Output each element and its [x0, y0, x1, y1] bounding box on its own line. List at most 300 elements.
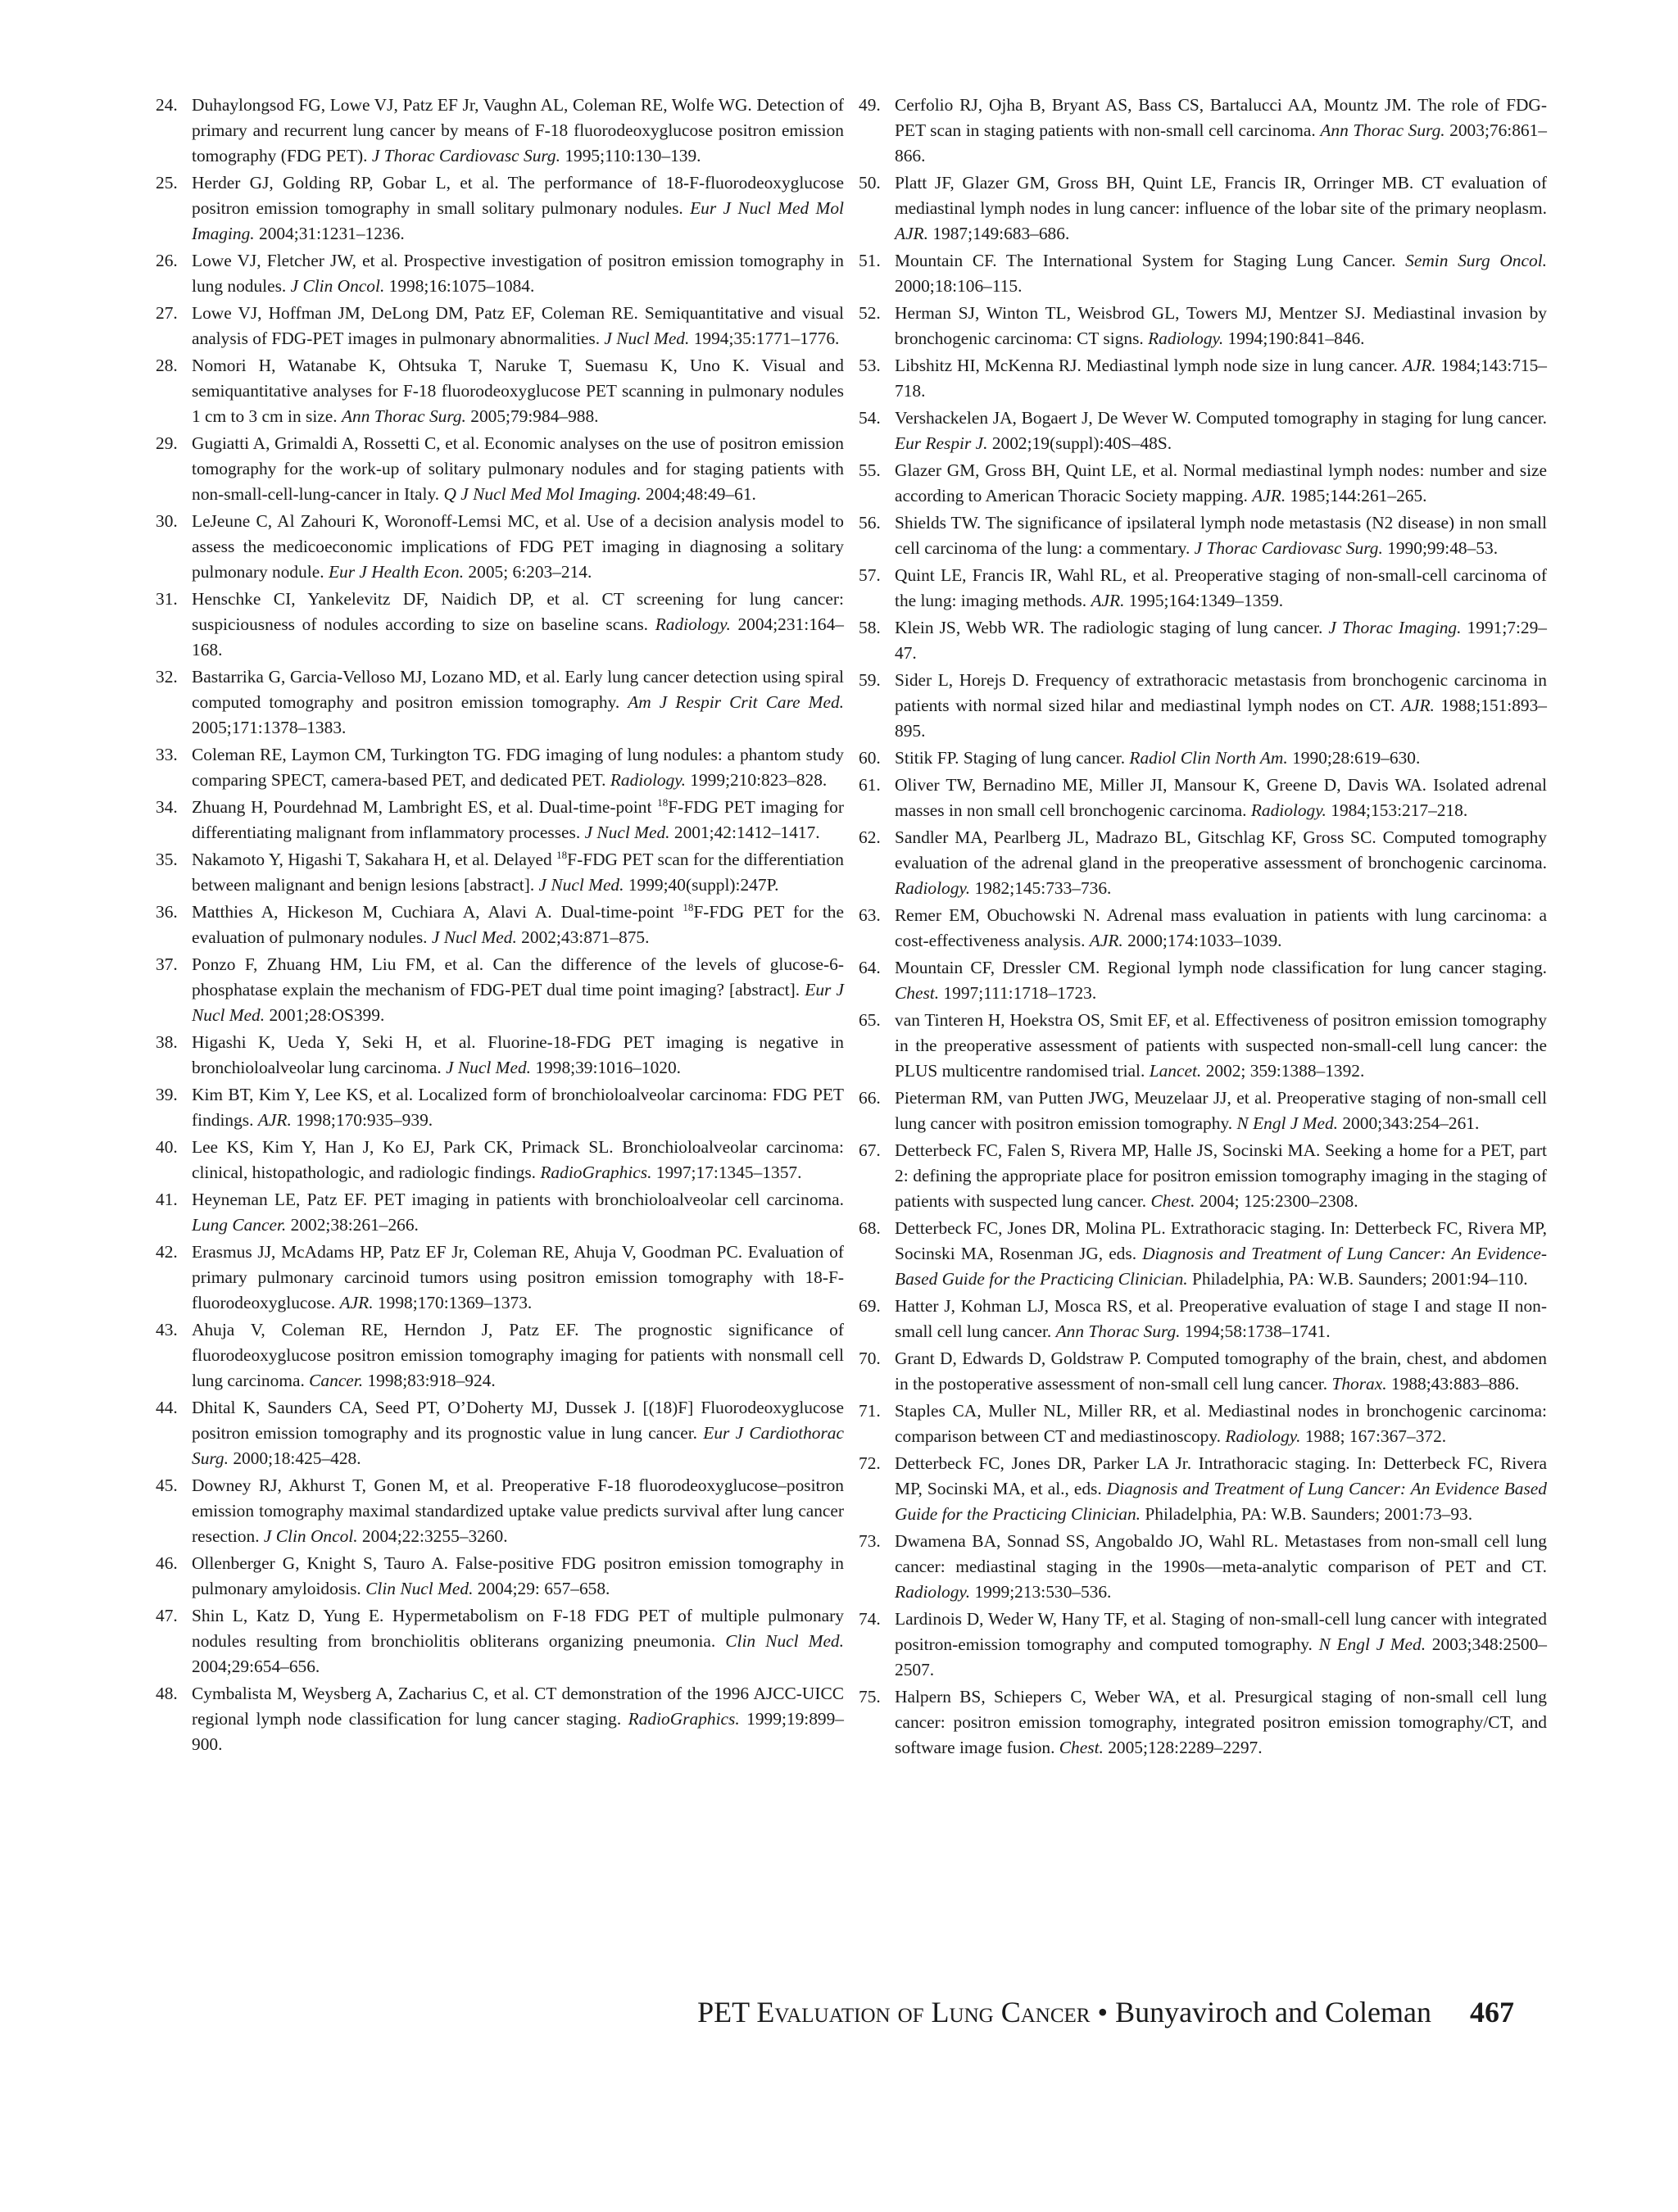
- reference-text: [192, 1684, 844, 1754]
- reference-text: [192, 1606, 844, 1676]
- journal-title: AJR.: [339, 1293, 374, 1312]
- journal-title: Radiology.: [610, 770, 686, 790]
- reference-text: [192, 356, 844, 426]
- citation-text: 1990;99:48–53.: [1382, 538, 1499, 558]
- reference-text: [192, 954, 844, 1025]
- reference-text: [895, 513, 1547, 558]
- reference-number: 29.: [156, 433, 178, 453]
- reference-text: [192, 303, 844, 348]
- reference-text: [192, 1398, 844, 1468]
- citation-text: Staples CA, Muller NL, Miller RR, et al. Mediastinal nodes in bronchogenic carcinoma: comparison between CT and mediastinoscopy.: [895, 1401, 1547, 1446]
- page-number: 467: [1470, 1996, 1514, 2028]
- citation-text: van Tinteren H, Hoekstra OS, Smit EF, et al. Effectiveness of positron emission tomography in the preoperative assessment of patients with suspected non-small-cell lung cancer: the PLUS multicentre randomised trial.: [895, 1010, 1547, 1081]
- journal-title: Eur J Nucl Med.: [192, 980, 844, 1025]
- citation-text: 2005;128:2289–2297.: [1103, 1738, 1263, 1757]
- reference-item: [156, 587, 844, 663]
- citation-text: 1988;151:893–895.: [895, 696, 1547, 741]
- reference-number: 57.: [859, 565, 881, 585]
- reference-number: 37.: [156, 954, 178, 974]
- reference-item: [156, 431, 844, 507]
- reference-item: [859, 1008, 1547, 1084]
- reference-item: [859, 1398, 1547, 1449]
- journal-title: AJR.: [257, 1110, 292, 1130]
- journal-title: Ann Thorac Surg.: [341, 406, 466, 426]
- journal-title: Ann Thorac Surg.: [1055, 1321, 1181, 1341]
- citation-text: Heyneman LE, Patz EF. PET imaging in patients with bronchioloalveolar cell carcinoma.: [192, 1190, 844, 1209]
- reference-item: [156, 664, 844, 741]
- reference-number: 60.: [859, 748, 881, 768]
- reference-text: [192, 433, 844, 504]
- running-title: PET Evaluation of Lung Cancer: [697, 1996, 1091, 2028]
- reference-item: [156, 1240, 844, 1316]
- citation-text: Henschke CI, Yankelevitz DF, Naidich DP, et al. CT screening for lung cancer: suspiciousness of nodules according to size on baseline scans.: [192, 589, 844, 634]
- journal-title: J Nucl Med.: [538, 875, 624, 895]
- reference-item: [859, 955, 1547, 1006]
- citation-text: 1984;143:715–718.: [895, 356, 1547, 401]
- reference-number: 51.: [859, 251, 881, 270]
- journal-title: Diagnosis and Treatment of Lung Cancer: An Evidence Based Guide for the Practicing Clinician.: [895, 1479, 1547, 1524]
- reference-item: [859, 1138, 1547, 1214]
- citation-text: Erasmus JJ, McAdams HP, Patz EF Jr, Coleman RE, Ahuja V, Goodman PC. Evaluation of primary pulmonary carcinoid tumors using positron emission tomography with 18-F-fluorodeoxyglucose.: [192, 1242, 844, 1312]
- reference-item: [859, 1346, 1547, 1397]
- citation-text: Remer EM, Obuchowski N. Adrenal mass evaluation in patients with lung carcinoma: a cost-effectiveness analysis.: [895, 905, 1547, 950]
- reference-text: [895, 1296, 1547, 1341]
- journal-title: Radiology.: [655, 614, 731, 634]
- reference-text: [895, 356, 1547, 401]
- reference-number: 30.: [156, 511, 178, 531]
- citation-text: 2005;79:984–988.: [465, 406, 599, 426]
- reference-text: [192, 173, 844, 243]
- reference-text: [895, 748, 1420, 768]
- journal-title: J Thorac Cardiovasc Surg.: [1194, 538, 1383, 558]
- reference-text: [192, 1190, 844, 1235]
- reference-number: 75.: [859, 1687, 881, 1707]
- journal-title: Radiology.: [1148, 329, 1224, 348]
- reference-text: [895, 958, 1547, 1003]
- reference-text: [192, 1242, 844, 1312]
- reference-item: [859, 615, 1547, 666]
- reference-item: [859, 93, 1547, 169]
- citation-text: Gugiatti A, Grimaldi A, Rossetti C, et al. Economic analyses on the use of positron emission tomography for the work-up of solitary pulmonary nodules and for staging patients with non-small-cell-lung-cancer in Italy.: [192, 433, 844, 504]
- journal-title: Semin Surg Oncol.: [1405, 251, 1547, 270]
- reference-item: [156, 1473, 844, 1549]
- citation-text: 2005;171:1378–1383.: [192, 718, 347, 737]
- reference-item: [859, 903, 1547, 954]
- reference-item: [156, 93, 844, 169]
- reference-number: 50.: [859, 173, 881, 193]
- journal-title: Thorax.: [1331, 1374, 1387, 1394]
- citation-text: Mountain CF. The International System for Staging Lung Cancer.: [895, 251, 1406, 270]
- citation-text: 2005; 6:203–214.: [464, 562, 592, 582]
- journal-title: RadioGraphics.: [628, 1709, 740, 1729]
- reference-number: 36.: [156, 902, 178, 922]
- reference-number: 44.: [156, 1398, 178, 1417]
- citation-text: 1988;43:883–886.: [1386, 1374, 1520, 1394]
- citation-text: Lee KS, Kim Y, Han J, Ko EJ, Park CK, Primack SL. Bronchioloalveolar carcinoma: clinical, histopathologic, and radiologic findings.: [192, 1137, 844, 1182]
- reference-number: 73.: [859, 1531, 881, 1551]
- journal-title: Diagnosis and Treatment of Lung Cancer: An Evidence-Based Guide for the Practicing Clinician.: [895, 1244, 1547, 1289]
- citation-text: 1991;7:29–47.: [895, 618, 1548, 663]
- citation-text: 2002;43:871–875.: [516, 927, 650, 947]
- journal-title: Q J Nucl Med Mol Imaging.: [443, 484, 642, 504]
- reference-text: [192, 1320, 844, 1390]
- reference-number: 67.: [859, 1140, 881, 1160]
- reference-text: [895, 1140, 1547, 1211]
- reference-text: [895, 1218, 1547, 1289]
- citation-text: Oliver TW, Bernadino ME, Miller JI, Mansour K, Greene D, Davis WA. Isolated adrenal masses in non small cell bronchogenic carcinoma.: [895, 775, 1547, 820]
- reference-text: [192, 902, 844, 947]
- citation-text: Mountain CF, Dressler CM. Regional lymph node classification for lung cancer staging.: [895, 958, 1547, 977]
- reference-item: [156, 170, 844, 247]
- reference-number: 55.: [859, 460, 881, 480]
- reference-number: 46.: [156, 1553, 178, 1573]
- reference-item: [156, 353, 844, 429]
- citation-text: Cymbalista M, Weysberg A, Zacharius C, et al. CT demonstration of the 1996 AJCC-UICC regional lymph node classification for lung cancer staging.: [192, 1684, 844, 1729]
- reference-number: 47.: [156, 1606, 178, 1625]
- reference-item: [156, 1317, 844, 1394]
- reference-text: [895, 1609, 1547, 1679]
- reference-item: [859, 301, 1547, 351]
- citation-text: Dhital K, Saunders CA, Seed PT, O’Doherty MJ, Dussek J. [(18)F] Fluorodeoxyglucose positron emission tomography and its prognostic value in lung cancer.: [192, 1398, 844, 1443]
- citation-text: Stitik FP. Staging of lung cancer.: [895, 748, 1130, 768]
- reference-text: [895, 95, 1547, 165]
- citation-text: Bastarrika G, Garcia-Velloso MJ, Lozano MD, et al. Early lung cancer detection using spiral computed tomography and positron emission tomography.: [192, 667, 844, 712]
- citation-text: Philadelphia, PA: W.B. Saunders; 2001:73–93.: [1141, 1504, 1473, 1524]
- citation-text: Herman SJ, Winton TL, Weisbrod GL, Towers MJ, Mentzer SJ. Mediastinal invasion by bronchogenic carcinoma: CT signs.: [895, 303, 1547, 348]
- reference-item: [156, 1082, 844, 1133]
- citation-text: 2000;343:254–261.: [1338, 1113, 1480, 1133]
- citation-text: Dwamena BA, Sonnad SS, Angobaldo JO, Wahl RL. Metastases from non-small cell lung cancer: mediastinal staging in the 1990s—meta-analytic comparison of PET and CT.: [895, 1531, 1547, 1576]
- citation-text: 1998;39:1016–1020.: [531, 1058, 682, 1077]
- reference-item: [156, 952, 844, 1028]
- reference-text: [895, 1531, 1547, 1602]
- citation-text: Libshitz HI, McKenna RJ. Mediastinal lymph node size in lung cancer.: [895, 356, 1403, 375]
- reference-number: 41.: [156, 1190, 178, 1209]
- reference-number: 32.: [156, 667, 178, 687]
- reference-text: [895, 565, 1547, 610]
- reference-number: 71.: [859, 1401, 881, 1421]
- citation-text: Nomori H, Watanabe K, Ohtsuka T, Naruke T, Suemasu K, Uno K. Visual and semiquantitative analyses for F-18 fluorodeoxyglucose PET scanning in pulmonary nodules 1 cm to 3 cm in size.: [192, 356, 844, 426]
- reference-text: [895, 1349, 1547, 1394]
- reference-text: [192, 1553, 844, 1598]
- reference-number: 25.: [156, 173, 178, 193]
- reference-text: [895, 1088, 1547, 1133]
- journal-title: Radiology.: [895, 878, 971, 898]
- reference-item: [859, 1529, 1547, 1605]
- reference-text: [192, 1032, 844, 1077]
- reference-number: 24.: [156, 95, 178, 115]
- reference-number: 61.: [859, 775, 881, 795]
- citation-text: Cerfolio RJ, Ojha B, Bryant AS, Bass CS, Bartalucci AA, Mountz JM. The role of FDG-PET scan in staging patients with non-small cell carcinoma.: [895, 95, 1547, 140]
- citation-text: 1984;153:217–218.: [1326, 800, 1468, 820]
- reference-item: [859, 1216, 1547, 1292]
- journal-title: N Engl J Med.: [1236, 1113, 1339, 1133]
- reference-item: [859, 1451, 1547, 1527]
- citation-text: 2000;174:1033–1039.: [1122, 931, 1282, 950]
- citation-text: Hatter J, Kohman LJ, Mosca RS, et al. Preoperative evaluation of stage I and stage II non-small cell lung cancer.: [895, 1296, 1547, 1341]
- reference-text: [895, 670, 1547, 741]
- citation-text: 1987;149:683–686.: [927, 224, 1070, 243]
- reference-item: [859, 825, 1547, 901]
- citation-text: Shields TW. The significance of ipsilateral lymph node metastasis (N2 disease) in non small cell carcinoma of the lung: a commentary.: [895, 513, 1547, 558]
- reference-item: [156, 1551, 844, 1602]
- reference-item: [859, 1086, 1547, 1136]
- citation-text: Sandler MA, Pearlberg JL, Madrazo BL, Gitschlag KF, Gross SC. Computed tomography evaluation of the adrenal gland in the preoperative assessment of bronchogenic carcinoma.: [895, 827, 1547, 873]
- reference-text: [895, 408, 1547, 453]
- superscript: 18: [556, 848, 568, 861]
- reference-text: [895, 251, 1547, 296]
- citation-text: 1998;83:918–924.: [363, 1371, 496, 1390]
- reference-text: [192, 850, 844, 895]
- journal-title: Radiology.: [1225, 1426, 1301, 1446]
- reference-text: [895, 1453, 1547, 1524]
- reference-number: 28.: [156, 356, 178, 375]
- reference-item: [859, 1684, 1547, 1761]
- citation-text: 2004;29:654–656.: [192, 1657, 320, 1676]
- reference-column-left: [156, 93, 844, 1759]
- reference-number: 74.: [859, 1609, 881, 1629]
- reference-number: 49.: [859, 95, 881, 115]
- citation-text: Detterbeck FC, Jones DR, Molina PL. Extrathoracic staging. In: Detterbeck FC, Rivera MP, Socinski MA, Rosenman JG, eds.: [895, 1218, 1547, 1263]
- page-footer: [0, 1994, 1514, 2030]
- reference-number: 42.: [156, 1242, 178, 1262]
- reference-item: [859, 773, 1547, 823]
- reference-text: [192, 1085, 844, 1130]
- reference-item: [859, 353, 1547, 404]
- citation-text: Platt JF, Glazer GM, Gross BH, Quint LE, Francis IR, Orringer MB. CT evaluation of mediastinal lymph nodes in lung cancer: influence of the lobar site of the primary neoplasm.: [895, 173, 1547, 218]
- reference-item: [156, 1135, 844, 1185]
- citation-text: 1999;213:530–536.: [970, 1582, 1112, 1602]
- reference-text: [192, 745, 844, 790]
- reference-number: 31.: [156, 589, 178, 609]
- reference-number: 39.: [156, 1085, 178, 1104]
- reference-item: [156, 1395, 844, 1471]
- citation-text: Lardinois D, Weder W, Hany TF, et al. Staging of non-small-cell lung cancer with integrated positron-emission tomography and computed tomography.: [895, 1609, 1547, 1654]
- reference-item: [156, 509, 844, 585]
- citation-text: 1994;190:841–846.: [1223, 329, 1365, 348]
- journal-title: AJR.: [1089, 931, 1123, 950]
- journal-title: J Nucl Med.: [446, 1058, 532, 1077]
- reference-text: [192, 251, 844, 296]
- journal-title: J Thorac Imaging.: [1328, 618, 1462, 637]
- journal-title: Eur Respir J.: [895, 433, 988, 453]
- reference-item: [156, 847, 844, 898]
- citation-text: 2002;19(suppl):40S–48S.: [987, 433, 1172, 453]
- reference-text: [192, 1137, 844, 1182]
- citation-text: 1985;144:261–265.: [1286, 486, 1427, 505]
- citation-text: LeJeune C, Al Zahouri K, Woronoff-Lemsi MC, et al. Use of a decision analysis model to assess the medicoeconomic implications of FDG PET imaging in diagnosing a solitary pulmonary nodule.: [192, 511, 844, 582]
- reference-text: [192, 667, 844, 737]
- journal-title: Radiol Clin North Am.: [1129, 748, 1288, 768]
- citation-text: 2001;42:1412–1417.: [669, 823, 820, 842]
- reference-text: [895, 173, 1547, 243]
- journal-title: Lung Cancer.: [192, 1215, 287, 1235]
- reference-number: 35.: [156, 850, 178, 869]
- reference-list: [156, 93, 844, 1757]
- citation-text: 2004;231:164–168.: [192, 614, 844, 660]
- reference-number: 70.: [859, 1349, 881, 1368]
- reference-text: [895, 460, 1547, 505]
- journal-title: Radiology.: [895, 1582, 971, 1602]
- citation-text: Glazer GM, Gross BH, Quint LE, et al. Normal mediastinal lymph nodes: number and size according to American Thoracic Society mapping.: [895, 460, 1547, 505]
- citation-text: Halpern BS, Schiepers C, Weber WA, et al. Presurgical staging of non-small cell lung cancer: positron emission tomography, integrated positron emission tomography/CT, and software image fusion.: [895, 1687, 1547, 1757]
- citation-text: 1998;170:1369–1373.: [373, 1293, 533, 1312]
- citation-text: Herder GJ, Golding RP, Gobar L, et al. The performance of 18-F-fluorodeoxyglucose positron emission tomography in small solitary pulmonary nodules.: [192, 173, 844, 218]
- journal-title: J Clin Oncol.: [290, 276, 385, 296]
- reference-item: [156, 900, 844, 950]
- reference-number: 68.: [859, 1218, 881, 1238]
- reference-number: 56.: [859, 513, 881, 533]
- reference-item: [859, 1294, 1547, 1344]
- reference-list: [859, 93, 1547, 1761]
- reference-item: [156, 795, 844, 845]
- citation-text: Grant D, Edwards D, Goldstraw P. Computed tomography of the brain, chest, and abdomen in the postoperative assessment of non-small cell lung cancer.: [895, 1349, 1547, 1394]
- journal-title: Cancer.: [309, 1371, 364, 1390]
- citation-text: Ahuja V, Coleman RE, Herndon J, Patz EF. The prognostic significance of fluorodeoxyglucose positron emission tomography imaging for patients with nonsmall cell lung carcinoma.: [192, 1320, 844, 1390]
- citation-text: 2002; 359:1388–1392.: [1201, 1061, 1365, 1081]
- citation-text: 2004;29: 657–658.: [473, 1579, 610, 1598]
- journal-title: Chest.: [1059, 1738, 1104, 1757]
- citation-text: 1998;16:1075–1084.: [384, 276, 535, 296]
- reference-number: 53.: [859, 356, 881, 375]
- citation-text: F-FDG PET imaging for differentiating malignant from inflammatory processes.: [192, 797, 844, 842]
- journal-title: Eur J Health Econ.: [328, 562, 465, 582]
- journal-title: Am J Respir Crit Care Med.: [628, 692, 844, 712]
- reference-number: 65.: [859, 1010, 881, 1030]
- reference-number: 62.: [859, 827, 881, 847]
- journal-title: Lancet.: [1149, 1061, 1202, 1081]
- citation-text: Lowe VJ, Fletcher JW, et al. Prospective investigation of positron emission tomography in lung nodules.: [192, 251, 844, 296]
- citation-text: Coleman RE, Laymon CM, Turkington TG. FDG imaging of lung nodules: a phantom study comparing SPECT, camera-based PET, and dedicated PET.: [192, 745, 844, 790]
- citation-text: 1994;35:1771–1776.: [689, 329, 840, 348]
- journal-title: AJR.: [1091, 591, 1125, 610]
- reference-item: [156, 1603, 844, 1679]
- journal-title: Radiology.: [1250, 800, 1327, 820]
- citation-text: Detterbeck FC, Jones DR, Parker LA Jr. Intrathoracic staging. In: Detterbeck FC, Rivera MP, Socinski MA, et al., eds.: [895, 1453, 1547, 1498]
- reference-item: [859, 1607, 1547, 1683]
- journal-title: Eur J Nucl Med Mol Imaging.: [192, 198, 844, 243]
- reference-item: [859, 406, 1547, 456]
- reference-number: 33.: [156, 745, 178, 764]
- journal-title: Clin Nucl Med.: [365, 1579, 474, 1598]
- reference-column-right: [859, 93, 1547, 1762]
- citation-text: Pieterman RM, van Putten JWG, Meuzelaar JJ, et al. Preoperative staging of non-small cell lung cancer with positron emission tomography.: [895, 1088, 1547, 1133]
- journal-title: Ann Thorac Surg.: [1320, 120, 1445, 140]
- reference-text: [895, 827, 1547, 898]
- reference-number: 34.: [156, 797, 178, 817]
- citation-text: 1990;28:619–630.: [1287, 748, 1421, 768]
- journal-title: Clin Nucl Med.: [725, 1631, 844, 1651]
- reference-number: 72.: [859, 1453, 881, 1473]
- reference-item: [156, 742, 844, 793]
- reference-item: [859, 248, 1547, 299]
- reference-number: 45.: [156, 1475, 178, 1495]
- reference-text: [895, 905, 1547, 950]
- citation-text: Ollenberger G, Knight S, Tauro A. False-positive FDG positron emission tomography in pulmonary amyloidosis.: [192, 1553, 844, 1598]
- superscript: 18: [683, 900, 694, 913]
- journal-title: AJR.: [1252, 486, 1286, 505]
- reference-text: [192, 95, 844, 165]
- reference-number: 26.: [156, 251, 178, 270]
- citation-text: 2003;76:861–866.: [895, 120, 1548, 165]
- citation-text: Philadelphia, PA: W.B. Saunders; 2001:94–110.: [1187, 1269, 1528, 1289]
- citation-text: Quint LE, Francis IR, Wahl RL, et al. Preoperative staging of non-small-cell carcinoma of the lung: imaging methods.: [895, 565, 1547, 610]
- footer-separator: •: [1097, 1996, 1109, 2028]
- citation-text: Detterbeck FC, Falen S, Rivera MP, Halle JS, Socinski MA. Seeking a home for a PET, part 2: defining the appropriate place for positron emission tomography imaging in the staging of patients with suspected lung cancer.: [895, 1140, 1547, 1211]
- reference-item: [156, 301, 844, 351]
- journal-title: AJR.: [1402, 356, 1436, 375]
- reference-number: 48.: [156, 1684, 178, 1703]
- citation-text: Kim BT, Kim Y, Lee KS, et al. Localized form of bronchioloalveolar carcinoma: FDG PET findings.: [192, 1085, 844, 1130]
- reference-number: 52.: [859, 303, 881, 323]
- reference-item: [156, 1187, 844, 1238]
- reference-item: [859, 563, 1547, 614]
- citation-text: 2004;31:1231–1236.: [254, 224, 405, 243]
- reference-text: [895, 1010, 1547, 1081]
- citation-text: Higashi K, Ueda Y, Seki H, et al. Fluorine-18-FDG PET imaging is negative in bronchioloalveolar lung carcinoma.: [192, 1032, 844, 1077]
- reference-item: [859, 510, 1547, 561]
- citation-text: Shin L, Katz D, Yung E. Hypermetabolism on F-18 FDG PET of multiple pulmonary nodules resulting from bronchiolitis obliterans organizing pneumonia.: [192, 1606, 844, 1651]
- reference-text: [895, 303, 1547, 348]
- journal-title: J Nucl Med.: [584, 823, 670, 842]
- citation-text: Vershackelen JA, Bogaert J, De Wever W. Computed tomography in staging for lung cancer.: [895, 408, 1547, 428]
- reference-text: [895, 1687, 1547, 1757]
- reference-number: 59.: [859, 670, 881, 690]
- reference-number: 69.: [859, 1296, 881, 1316]
- reference-item: [156, 248, 844, 299]
- reference-item: [859, 746, 1547, 771]
- citation-text: 1988; 167:367–372.: [1300, 1426, 1447, 1446]
- citation-text: 2000;18:425–428.: [228, 1448, 361, 1468]
- citation-text: Klein JS, Webb WR. The radiologic staging of lung cancer.: [895, 618, 1329, 637]
- citation-text: 1994;58:1738–1741.: [1180, 1321, 1331, 1341]
- reference-number: 43.: [156, 1320, 178, 1339]
- citation-text: Ponzo F, Zhuang HM, Liu FM, et al. Can the difference of the levels of glucose-6-phosphatase explain the mechanism of FDG-PET dual time point imaging? [abstract].: [192, 954, 844, 999]
- reference-number: 40.: [156, 1137, 178, 1157]
- reference-number: 58.: [859, 618, 881, 637]
- citation-text: 2000;18:106–115.: [895, 276, 1023, 296]
- citation-text: F-FDG PET for the evaluation of pulmonary nodules.: [192, 902, 844, 947]
- journal-title: AJR.: [1400, 696, 1435, 715]
- reference-text: [192, 1475, 844, 1546]
- citation-text: 2002;38:261–266.: [286, 1215, 419, 1235]
- citation-text: Matthies A, Hickeson M, Cuchiara A, Alavi A. Dual-time-point: [192, 902, 683, 922]
- reference-number: 63.: [859, 905, 881, 925]
- journal-title: J Clin Oncol.: [263, 1526, 358, 1546]
- citation-text: 2004;48:49–61.: [641, 484, 756, 504]
- journal-title: Chest.: [1150, 1191, 1195, 1211]
- citation-text: Downey RJ, Akhurst T, Gonen M, et al. Preoperative F-18 fluorodeoxyglucose–positron emission tomography maximal standardized uptake value predicts survival after lung cancer resection.: [192, 1475, 844, 1546]
- citation-text: F-FDG PET scan for the differentiation between malignant and benign lesions [abstract].: [192, 850, 844, 895]
- reference-text: [895, 1401, 1547, 1446]
- reference-text: [192, 511, 844, 582]
- reference-text: [192, 797, 844, 842]
- reference-item: [156, 1030, 844, 1081]
- running-authors: Bunyaviroch and Coleman: [1115, 1996, 1431, 2028]
- citation-text: 1982;145:733–736.: [970, 878, 1112, 898]
- citation-text: 1995;164:1349–1359.: [1124, 591, 1284, 610]
- reference-item: [859, 668, 1547, 744]
- journal-title: J Nucl Med.: [604, 329, 690, 348]
- citation-text: 1998;170:935–939.: [291, 1110, 433, 1130]
- reference-text: [895, 618, 1547, 663]
- citation-text: 1997;111:1718–1723.: [939, 983, 1097, 1003]
- journal-title: Chest.: [895, 983, 940, 1003]
- citation-text: 2003;348:2500–2507.: [895, 1634, 1548, 1679]
- journal-title: J Nucl Med.: [431, 927, 517, 947]
- citation-text: 2004;22:3255–3260.: [357, 1526, 508, 1546]
- reference-number: 64.: [859, 958, 881, 977]
